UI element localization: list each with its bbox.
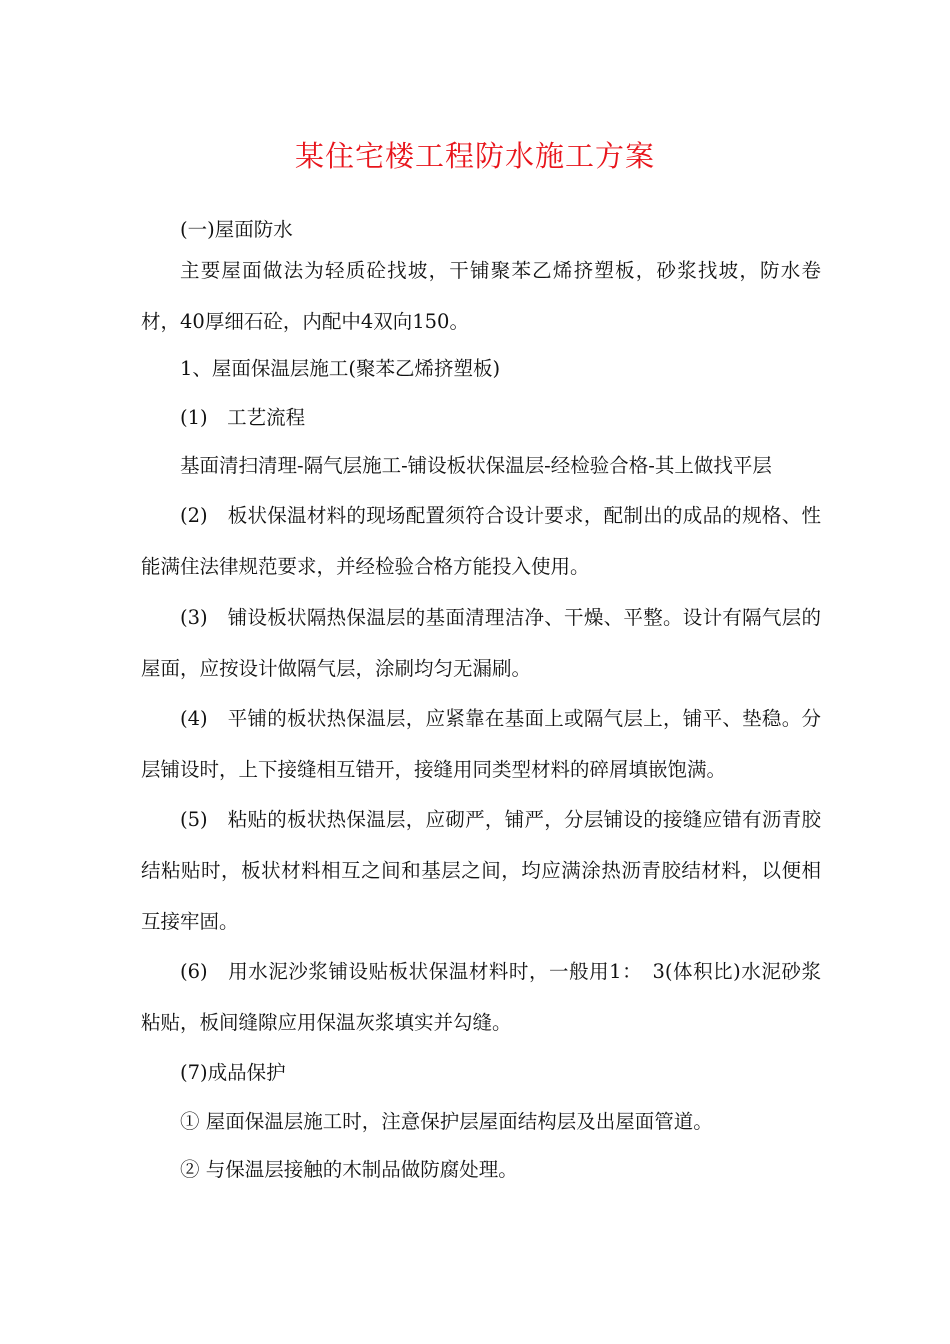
- subsection-heading-insulation: 1、屋面保温层施工(聚苯乙烯挤塑板): [180, 357, 501, 380]
- list-item-protection-1: ① 屋面保温层施工时，注意保护层屋面结构层及出屋面管道。: [180, 1110, 713, 1133]
- item-process-flow-heading: (1) 工艺流程: [180, 406, 306, 429]
- paragraph-roof-method: 主要屋面做法为轻质砼找坡，干铺聚苯乙烯挤塑板，砂浆找坡，防水卷材，40厚细石砼，内配中4双向150。: [141, 259, 821, 333]
- paragraph-item-4: (4) 平铺的板状热保温层，应紧靠在基面上或隔气层上，铺平、垫稳。分层铺设时，上下接缝相互错开，接缝用同类型材料的碎屑填嵌饱满。: [141, 707, 821, 781]
- paragraph-item-5: (5) 粘贴的板状热保温层，应砌严，铺严，分层铺设的接缝应错有沥青胶结粘贴时，板状材料相互之间和基层之间，均应满涂热沥青胶结材料，以便相互接牢固。: [141, 808, 821, 933]
- document-title: 某住宅楼工程防水施工方案: [294, 139, 655, 173]
- list-item-protection-2: ② 与保温层接触的木制品做防腐处理。: [180, 1158, 518, 1181]
- paragraph-process-flow: 基面清扫清理-隔气层施工-铺设板状保温层-经检验合格-其上做找平层: [180, 454, 772, 477]
- item-product-protection-heading: (7)成品保护: [180, 1061, 286, 1084]
- paragraph-item-6: (6) 用水泥沙浆铺设贴板状保温材料时，一般用1： 3(体积比)水泥砂浆粘贴，板间缝隙应用保温灰浆填实并勾缝。: [141, 960, 821, 1034]
- section-heading-roof-waterproofing: (一)屋面防水: [180, 218, 293, 241]
- paragraph-item-3: (3) 铺设板状隔热保温层的基面清理洁净、干燥、平整。设计有隔气层的屋面，应按设计做隔气层，涂刷均匀无漏刷。: [141, 606, 821, 680]
- paragraph-item-2: (2) 板状保温材料的现场配置须符合设计要求，配制出的成品的规格、性能满住法律规范要求，并经检验合格方能投入使用。: [141, 504, 821, 578]
